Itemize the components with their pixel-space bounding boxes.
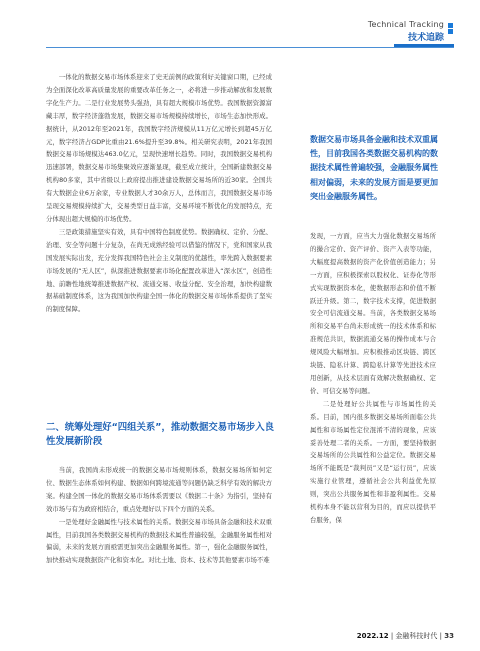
paragraph: 一体化的数据交易市场体系迎来了史无前例的政策利好关键窗口期，已经成为全面深化改革高质量发展的重要改革任务之一，必将进一步推动解放和发展数字化生产力。二是行业发展势头强劲，具有超大规模市场优势。我国数据资源富藏丰厚，数字经济蓬勃发展，数据交易市场规模持续增长，市场生态加快形成。据统计，从2012年至2021年，我国数字经济规模从11万亿元增长到超45万亿元，数字经济占GDP比重由21.6%提升至39.8%。相关研究表明，2021年我国数据交易市场规模达463.0亿元，呈现快速增长趋势。同时，我国数据交易机构迅速部署，数据交易市场集聚效应逐渐显现，截至成立统计，全国新建数据交易机构80多家，其中省级以上政府提出推进建设数据交易场所的近30家。全国共有大数据企业6万余家，专业数据人才30余万人，总体而言，我国数据交易市场呈现交易规模持续扩大，交易类型日益丰富，交易环境不断优化的发展特点，充分体现出超大规模的市场优势。 xyxy=(46,73,272,223)
right-column xyxy=(310,230,436,527)
header-english-title: Technical Tracking xyxy=(367,20,444,29)
footer-magazine: 金融科技时代 xyxy=(395,632,438,640)
header-chinese-title: 技术追踪 xyxy=(407,33,444,43)
section-heading: 二、统筹处理好“四组关系”，推动数据交易市场步入良性发展新阶段 xyxy=(46,422,274,447)
paragraph: 发现，一方面，应当大力强化数据交易场所的撮合定价、资产评价、资产入表等功能，大幅度提高数据的资产化价值创造能力；另一方面，应积极探索以股权化、证券化等形式实现数据资本化，使数据形态和价值不断跃迁升级。第二，数字技术支撑，促进数据安全可信流通交易。当前，各类数据交易场所和交易平台尚未形成统一的技术体系和标准规范共识，数据流通交易的操作成本与合规风险大幅增加。应积极推动区块链、跨区块链、隐私计算、跨隐私计算等先进技术应用创新，从技术层面有效解决数据确权、定价、可信交易等问题。 xyxy=(310,232,436,395)
paragraph: 三是政策措施坚实有效，具有中国特色制度优势。数据确权、定价、分配、治理、安全等问题十分复杂，在尚无成熟经验可以借鉴的情况下，党和国家从我国发展实际出发，充分发挥我国特色社会主义制度的优越性，率先跨入数据要素市场发展的“无人区”，纵深推进数据要素市场化配置改革进入“深水区”，创造性地、前瞻性地统筹推进数据产权、流通交易、收益分配、安全治理，加快构建数据基础制度体系，这为我国加快构建全国一体化的数据交易市场体系提供了坚实的制度保障。 xyxy=(46,227,272,314)
paragraph: 二是处理好公共属性与市场属性的关系。目前，国内很多数据交易场所面临公共属性和市场属性定位混淆不清的现象，应该妥善处理二者的关系。一方面，要坚持数据交易场所的公共属性和公益定位。数据交易场所不能既是“裁判员”又是“运行员”，应该实施行业管理，遵循社会公共利益优先原则，突出公共服务属性和非盈利属性。交易机构本身不能以营利为目的，而应以提供平台服务，保 xyxy=(310,399,436,524)
page-header xyxy=(368,20,444,43)
page-number: 33 xyxy=(444,632,454,640)
footer-issue: 2022.12 xyxy=(356,632,389,640)
left-column-bottom xyxy=(46,464,272,567)
header-divider xyxy=(46,47,454,48)
left-column-top xyxy=(46,71,272,316)
paragraph: 一是处理好金融属性与技术属性的关系。数据交易市场具备金融和技术双重属性，目前我国各类数据交易机构的数据技术属性普遍较强，金融服务属性相对偏弱，未来的发展方面亟需更加突出金融服务属性。第一，强化金融服务属性，加快推动实现数据资产化和资本化。对比土地、资本、技术等其他要素市场不难 xyxy=(46,517,272,565)
header-square-icon xyxy=(448,23,454,41)
paragraph: 当前，我国尚未形成统一的数据交易市场规则体系，数据交易场所如何定位、数据生态体系如何构建、数据如何跨境流通等问题仍缺乏科学有效的解决方案。构建全国一体化的数据交易市场体系需要以《数据二十条》为指引，坚持有效市场与有为政府相结合，重点处理好以下四个方面的关系。 xyxy=(46,466,272,513)
pull-quote: 数据交易市场具备金融和技术双重属性，目前我国各类数据交易机构的数据技术属性普遍较强，金融服务属性相对偏弱，未来的发展方面是要更加突出金融服务属性。 xyxy=(310,135,438,201)
header-accent-bar xyxy=(394,44,454,47)
page-footer: 2022.12 | 金融科技时代 | 33 xyxy=(356,632,454,640)
